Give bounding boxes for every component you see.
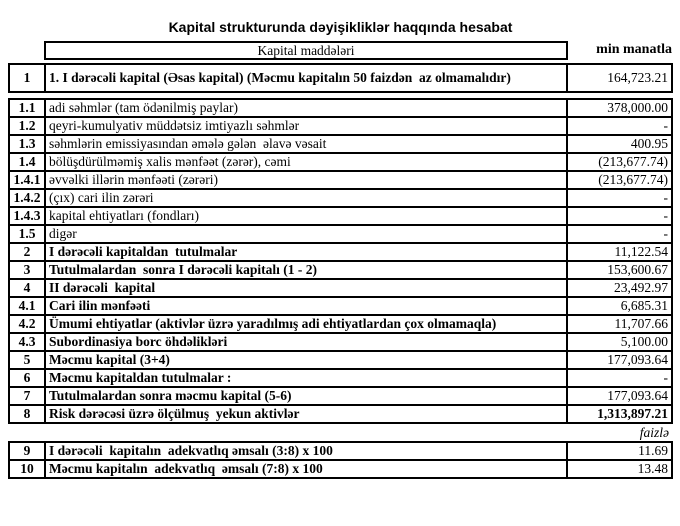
- row-value-cell: (213,677.74): [567, 153, 672, 171]
- row-number-cell: 4.3: [9, 333, 45, 351]
- row-number-cell: 1: [9, 64, 45, 92]
- row-number-cell: 8: [9, 405, 45, 423]
- row-value-cell: 153,600.67: [567, 261, 672, 279]
- table-row: [9, 189, 672, 207]
- table-header-row: [8, 41, 673, 60]
- table-row: [9, 279, 672, 297]
- row-label-cell: əvvəlki illərin mənfəəti (zərəri): [45, 171, 567, 189]
- table-row: [9, 153, 672, 171]
- row-number-cell: 1.4: [9, 153, 45, 171]
- table-row: [9, 225, 672, 243]
- row-value-cell: -: [567, 189, 672, 207]
- table-row: [9, 405, 672, 423]
- table-row: [9, 369, 672, 387]
- header-unit-label: min manatla: [596, 42, 672, 57]
- table-row: [9, 261, 672, 279]
- row-value-cell: (213,677.74): [567, 171, 672, 189]
- row-number-cell: 4.2: [9, 315, 45, 333]
- row-value-cell: 11,122.54: [567, 243, 672, 261]
- row-number-cell: 2: [9, 243, 45, 261]
- table-row: [9, 64, 672, 92]
- table-row: [9, 387, 672, 405]
- row-label-cell: Məcmu kapitaldan tutulmalar :: [45, 369, 567, 387]
- row-label-cell: qeyri-kumulyativ müddətsiz imtiyazlı səhmlər: [45, 117, 567, 135]
- row-value-cell: 5,100.00: [567, 333, 672, 351]
- table-row: [9, 297, 672, 315]
- row-label-cell: Subordinasiya borc öhdəlikləri: [45, 333, 567, 351]
- row-label-cell: Məcmu kapitalın adekvatlıq əmsalı (7:8) x 100: [45, 460, 567, 478]
- row-value-cell: 378,000.00: [567, 99, 672, 117]
- row-label-cell: 1. I dərəcəli kapital (Əsas kapital) (Məcmu kapitalın 50 faizdən az olmamalıdır): [45, 64, 567, 92]
- row-number-cell: 1.2: [9, 117, 45, 135]
- row-label-cell: səhmlərin emissiyasından əmələ gələn əlavə vəsait: [45, 135, 567, 153]
- table-percent-block: [8, 441, 673, 479]
- table-row: [9, 315, 672, 333]
- row-label-cell: II dərəcəli kapital: [45, 279, 567, 297]
- table-row: [9, 207, 672, 225]
- row-label-cell: (çıx) cari ilin zərəri: [45, 189, 567, 207]
- row-number-cell: 1.4.1: [9, 171, 45, 189]
- row-value-cell: 164,723.21: [567, 64, 672, 92]
- row-number-cell: 4: [9, 279, 45, 297]
- row-number-cell: 10: [9, 460, 45, 478]
- row-label-cell: I dərəcəli kapitalın adekvatlıq əmsalı (3:8) x 100: [45, 442, 567, 460]
- row-label-cell: I dərəcəli kapitaldan tutulmalar: [45, 243, 567, 261]
- row-number-cell: 4.1: [9, 297, 45, 315]
- percent-unit-note: faizlə: [639, 425, 669, 440]
- row-number-cell: 7: [9, 387, 45, 405]
- row-number-cell: 9: [9, 442, 45, 460]
- row-value-cell: 400.95: [567, 135, 672, 153]
- row-value-cell: 6,685.31: [567, 297, 672, 315]
- row-label-cell: Tutulmalardan sonra məcmu kapital (5-6): [45, 387, 567, 405]
- report-title: Kapital strukturunda dəyişikliklər haqqında hesabat: [168, 19, 513, 35]
- table-row: [9, 442, 672, 460]
- row-number-cell: 1.3: [9, 135, 45, 153]
- row-value-cell: 1,313,897.21: [567, 405, 672, 423]
- row-number-cell: 1.5: [9, 225, 45, 243]
- table-row: [9, 171, 672, 189]
- table-row: [9, 99, 672, 117]
- row-value-cell: -: [567, 117, 672, 135]
- row-label-cell: Cari ilin mənfəəti: [45, 297, 567, 315]
- row-value-cell: -: [567, 369, 672, 387]
- row-number-cell: 3: [9, 261, 45, 279]
- row-label-cell: Tutulmalardan sonra I dərəcəli kapitalı (1 - 2): [45, 261, 567, 279]
- table-row: [9, 135, 672, 153]
- row-label-cell: kapital ehtiyatları (fondları): [45, 207, 567, 225]
- row-value-cell: -: [567, 225, 672, 243]
- table-row: [9, 117, 672, 135]
- row-value-cell: 13.48: [567, 460, 672, 478]
- row-number-cell: 6: [9, 369, 45, 387]
- row-value-cell: 177,093.64: [567, 387, 672, 405]
- table-row: [9, 333, 672, 351]
- row-number-cell: 5: [9, 351, 45, 369]
- table-row: [9, 351, 672, 369]
- row-label-cell: bölüşdürülməmiş xalis mənfəət (zərər), cəmi: [45, 153, 567, 171]
- header-capital-items-label: Kapital maddələri: [44, 41, 568, 60]
- table-row1-block: [8, 63, 673, 93]
- row-value-cell: 11.69: [567, 442, 672, 460]
- table-row: [9, 243, 672, 261]
- row-label-cell: Məcmu kapital (3+4): [45, 351, 567, 369]
- row-value-cell: 177,093.64: [567, 351, 672, 369]
- table-main-block: [8, 98, 673, 424]
- row-value-cell: 11,707.66: [567, 315, 672, 333]
- row-value-cell: -: [567, 207, 672, 225]
- header-spacer: [8, 41, 44, 60]
- row-value-cell: 23,492.97: [567, 279, 672, 297]
- table-row: [9, 460, 672, 478]
- row-label-cell: Risk dərəcəsi üzrə ölçülmuş yekun aktivlər: [45, 405, 567, 423]
- row-label-cell: digər: [45, 225, 567, 243]
- row-label-cell: adi səhmlər (tam ödənilmiş paylar): [45, 99, 567, 117]
- row-number-cell: 1.4.3: [9, 207, 45, 225]
- row-number-cell: 1.1: [9, 99, 45, 117]
- row-number-cell: 1.4.2: [9, 189, 45, 207]
- row-label-cell: Ümumi ehtiyatlar (aktivlər üzrə yaradılmış adi ehtiyatlardan çox olmamaqla): [45, 315, 567, 333]
